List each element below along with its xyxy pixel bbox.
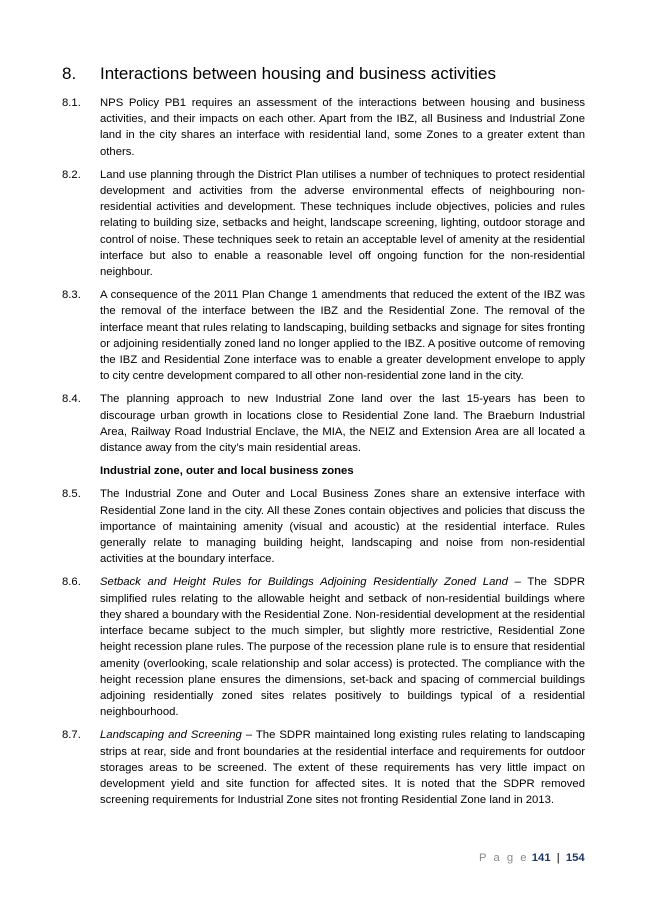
paragraph-body: – The SDPR simplified rules relating to the allowable height and setback of non-residential buildings where they shared a boundary with the Residential Zone. Non-residential development at the residential interface became subject to the much simpler, but slightly more restrictive, Residential Zone height recession plane rules. The purpose of the recession plane rule is to ensure that residential amenity (overlooking, scale relationship and solar access) is protected. The compliance with the height recession plane ensures the dimensions, set-back and spacing of commercial buildings adjoining residentially zoned sites relates positively to buildings typical of a residential neighbourhood. <box>100 576 585 719</box>
paragraph-number: 8.2. <box>62 168 81 181</box>
total-pages: 154 <box>565 852 585 864</box>
document-body <box>62 95 585 815</box>
paragraph <box>62 574 585 720</box>
paragraph-text: NPS Policy PB1 requires an assessment of the interactions between housing and business activities, and their impacts on each other. Apart from the IBZ, all Business and Industrial Zone land in the city shares an interface with residential land, some Zones to a greater extent than others. <box>100 97 585 158</box>
paragraph-text <box>100 574 585 720</box>
page-number: 141 <box>531 852 551 864</box>
paragraph-lead: Setback and Height Rules for Buildings Adjoining Residentially Zoned Land <box>100 576 508 589</box>
section-heading <box>62 63 592 85</box>
subheading: Industrial zone, outer and local business zones <box>100 465 354 478</box>
paragraph-text: The planning approach to new Industrial Zone land over the last 15-years has been to discourage urban growth in locations close to Residential Zone land. The Braeburn Industrial Area, Railway Road Industrial Enclave, the MIA, the NEIZ and Extension Area are all located a distance away from the city’s main residential areas. <box>100 393 585 455</box>
paragraph-number: 8.7. <box>62 729 81 742</box>
paragraph-lead: Landscaping and Screening <box>100 729 242 742</box>
page-word: P a g e <box>479 852 529 864</box>
section-title: Interactions between housing and business activities <box>100 64 496 83</box>
paragraph <box>62 167 585 280</box>
paragraph <box>62 486 585 567</box>
page-separator: | <box>556 852 560 864</box>
paragraph-number: 8.5. <box>62 488 81 501</box>
paragraph <box>62 287 585 384</box>
paragraph-number: 8.3. <box>62 289 81 302</box>
paragraph-text: Land use planning through the District Plan utilises a number of techniques to protect residential development and activities from the adverse environmental effects of neighbouring non-residential activities and development. These techniques include objectives, policies and rules relating to building size, setbacks and height, landscape screening, lighting, outdoor storage and control of noise. These techniques seek to retain an acceptable level of amenity at the residential interface but also to enable a reasonable level off ongoing function for the non-residential neighbour. <box>100 168 585 279</box>
paragraph-body: – The SDPR maintained long existing rules relating to landscaping strips at rear, side and front boundaries at the residential interface and requirements for outdoor storages areas to be screened. The extent of these requirements has very little impact on development yield and site function for affected sites. It is noted that the SDPR removed screening requirements for Industrial Zone sites not fronting Residential Zone land in 2013. <box>100 729 585 807</box>
paragraph-text: The Industrial Zone and Outer and Local Business Zones share an extensive interface with Residential Zone land in the city. All these Zones contain objectives and policies that discuss the importance of maintaining amenity (visual and acoustic) at the residential interface. Rules generally relate to managing building height, landscaping and noise from non-residential activities at the boundary interface. <box>100 488 585 566</box>
paragraph-number: 8.4. <box>62 393 81 406</box>
paragraph-number: 8.1. <box>62 97 81 109</box>
paragraph-text: A consequence of the 2011 Plan Change 1 amendments that reduced the extent of the IBZ was the removal of the interface between the IBZ and the Residential Zone. The removal of the interface meant that rules relating to landscaping, building setbacks and signage for sites fronting or adjoining residentially zoned land no longer applied to the IBZ. A positive outcome of removing the IBZ and Residential Zone interface was to enable a greater development envelope to apply to city centre development compared to all other non-residential zone land in the city. <box>100 289 585 383</box>
section-number: 8. <box>62 64 77 83</box>
paragraph <box>62 391 585 456</box>
page-footer <box>479 851 585 865</box>
paragraph <box>62 727 585 808</box>
paragraph-number: 8.6. <box>62 576 81 589</box>
paragraph-text <box>100 727 585 808</box>
paragraph <box>62 95 585 160</box>
